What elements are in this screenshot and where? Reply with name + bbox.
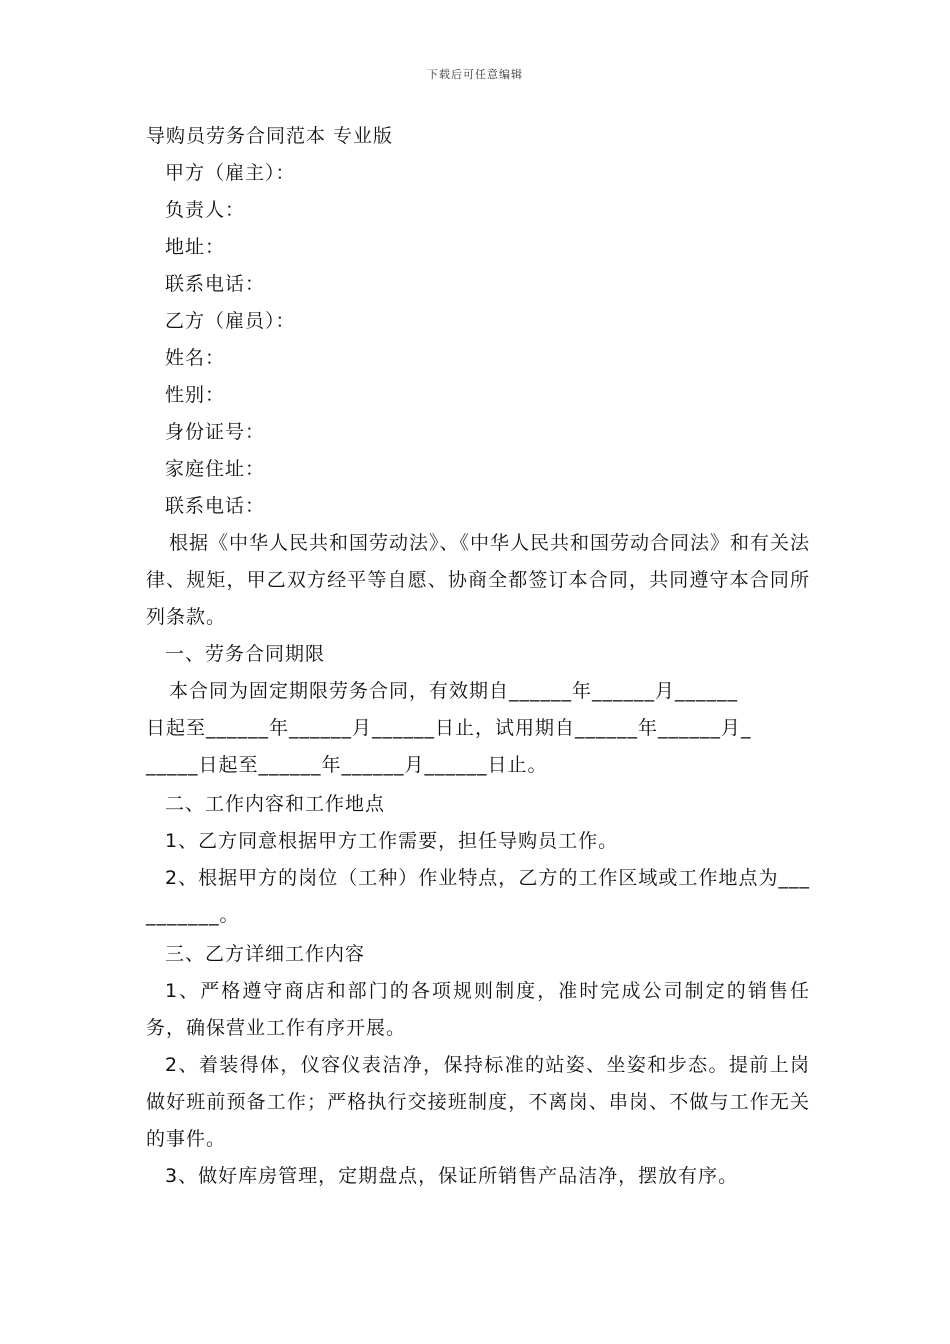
party-b-id: 身份证号： [165, 421, 266, 443]
party-a-rep: 负责人： [165, 199, 246, 221]
party-a-address: 地址： [165, 236, 226, 258]
section3-item1: 1、严格遵守商店和部门的各项规则制度，准时完成公司制定的销售任务，确保营业工作有序开展。 [146, 980, 810, 1039]
document-title: 导购员劳务合同范本 专业版 [146, 125, 394, 147]
party-a-phone: 联系电话： [165, 273, 266, 295]
party-b-name: 姓名： [165, 347, 226, 369]
section1-line2: 日起至______年______月______日止，试用期自______年______月_ [146, 717, 752, 739]
section1-heading: 一、劳务合同期限 [165, 643, 326, 665]
section3-heading: 三、乙方详细工作内容 [165, 943, 366, 965]
section2-item2: 2、根据甲方的岗位（工种）作业特点，乙方的工作区域或工作地点为__________。 [146, 867, 810, 926]
party-b-home: 家庭住址： [165, 458, 266, 480]
section3-item2: 2、着装得体，仪容仪表洁净，保持标准的站姿、坐姿和步态。提前上岗做好班前预备工作；严格执行交接班制度，不离岗、串岗、不做与工作无关的事件。 [146, 1054, 810, 1150]
page-header-note: 下载后可任意编辑 [427, 68, 523, 81]
party-b-phone: 联系电话： [165, 495, 266, 517]
party-a-label: 甲方（雇主）： [165, 162, 296, 184]
section3-item3: 3、做好库房管理，定期盘点，保证所销售产品洁净，摆放有序。 [165, 1165, 739, 1187]
section1-line3: _____日起至______年______月______日止。 [146, 754, 548, 776]
document-body [146, 118, 810, 1195]
section2-item1: 1、乙方同意根据甲方工作需要，担任导购员工作。 [165, 830, 619, 852]
preamble-paragraph: 根据《中华人民共和国劳动法》、《中华人民共和国劳动合同法》和有关法律、规矩，甲乙双方经平等自愿、协商全都签订本合同，共同遵守本合同所列条款。 [146, 532, 811, 628]
party-b-label: 乙方（雇员）： [165, 310, 296, 332]
section1-line1: 本合同为固定期限劳务合同，有效期自______年______月______ [169, 680, 739, 702]
party-b-gender: 性别： [165, 384, 226, 406]
section2-heading: 二、工作内容和工作地点 [165, 793, 386, 815]
